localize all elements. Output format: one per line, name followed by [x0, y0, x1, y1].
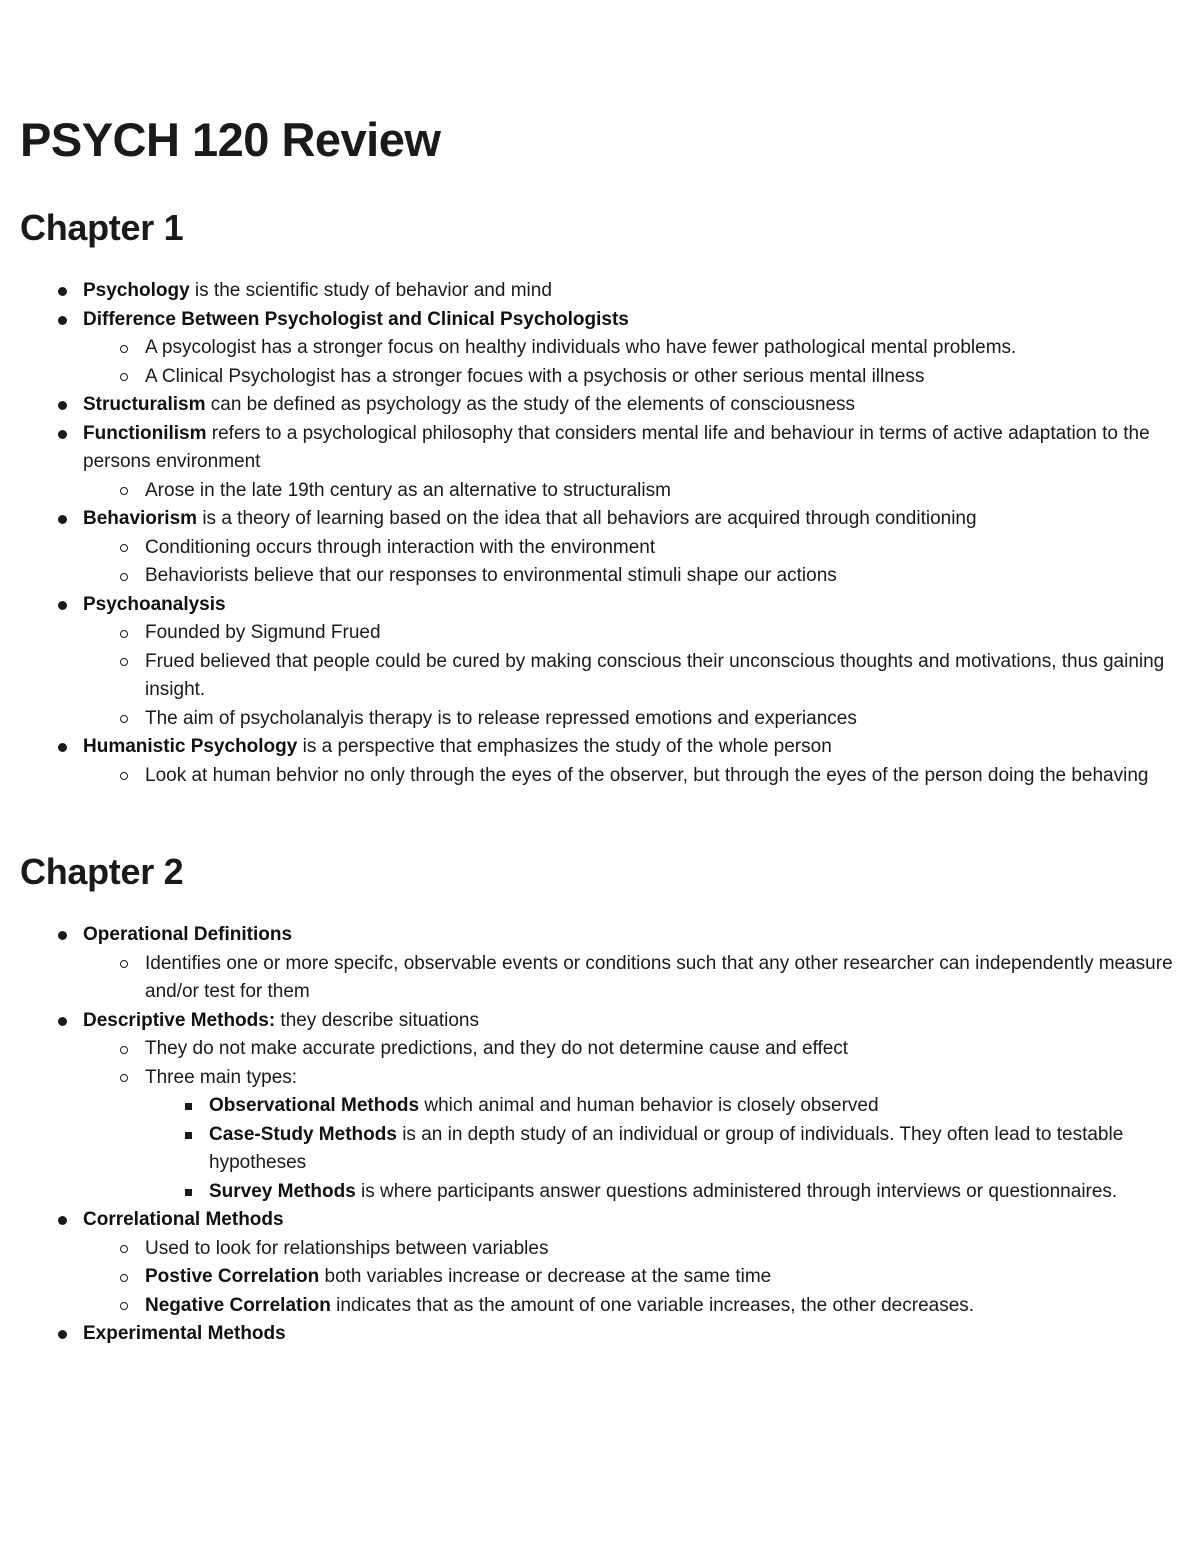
sub-item: Identifies one or more specifc, observable events or conditions such that any other researcher can independently measure and/or test for them — [20, 950, 1185, 1007]
list-item — [20, 277, 1185, 306]
list-item — [20, 306, 1185, 392]
definition: indicates that as the amount of one variable increases, the other decreases. — [330, 1294, 975, 1316]
term: Difference Between Psychologist and Clinical Psychologists — [83, 308, 629, 330]
sub-sub-item — [20, 1121, 1185, 1178]
list-item — [20, 391, 1185, 420]
sub-sub-item — [20, 1092, 1185, 1121]
definition: is a theory of learning based on the idea that all behaviors are acquired through conditioning — [197, 508, 977, 529]
sub-item: Used to look for relationships between variables — [20, 1235, 1185, 1264]
term: Experimental Methods — [83, 1323, 286, 1344]
sub-sub-item — [20, 1178, 1185, 1207]
term: Negative Correlation — [145, 1294, 331, 1316]
definition: is an in depth study of an individual or group of individuals. They often lead to testable hypotheses — [209, 1123, 1124, 1173]
list-item — [20, 1007, 1185, 1207]
definition: which animal and human behavior is closely observed — [419, 1095, 879, 1116]
list-item — [20, 591, 1185, 734]
chapter-1-heading: Chapter 1 — [20, 207, 184, 248]
definition: refers to a psychological philosophy that considers mental life and behaviour in terms of active adaptation to the persons environment — [83, 422, 1150, 472]
term: Case-Study Methods — [209, 1123, 397, 1145]
list-item — [20, 505, 1185, 591]
definition: is where participants answer questions administered through interviews or questionnaires. — [355, 1180, 1118, 1202]
term: Operational Definitions — [83, 924, 293, 945]
sub-item: A Clinical Psychologist has a stronger focues with a psychosis or other serious mental illness — [20, 363, 1185, 392]
chapter-2-heading: Chapter 2 — [20, 851, 184, 892]
sub-item: Conditioning occurs through interaction with the environment — [20, 534, 1185, 563]
sub-item — [20, 1064, 1185, 1207]
sub-item-text: Three main types: — [145, 1066, 298, 1088]
sub-item: A psycologist has a stronger focus on healthy individuals who have fewer pathological mental problems. — [20, 334, 1185, 363]
page-title: PSYCH 120 Review — [20, 113, 441, 166]
sub-item: Founded by Sigmund Frued — [20, 619, 1185, 648]
list-item — [20, 1206, 1185, 1320]
definition: is a perspective that emphasizes the study of the whole person — [297, 736, 832, 757]
chapter-2-list — [20, 921, 1185, 1349]
definition: can be defined as psychology as the study of the elements of consciousness — [205, 394, 856, 415]
term: Psychology — [83, 280, 190, 301]
list-item — [20, 733, 1185, 790]
term: Psychoanalysis — [83, 593, 226, 615]
sub-item: Look at human behvior no only through the eyes of the observer, but through the eyes of the person doing the behaving — [20, 762, 1185, 791]
list-item — [20, 1320, 1185, 1349]
term: Behaviorism — [83, 508, 198, 529]
definition: they describe situations — [275, 1009, 479, 1031]
chapter-1-list — [20, 277, 1185, 790]
list-item — [20, 921, 1185, 1007]
term: Structuralism — [83, 394, 206, 415]
definition: both variables increase or decrease at the same time — [319, 1266, 772, 1287]
definition: is the scientific study of behavior and mind — [189, 280, 552, 301]
sub-item — [20, 1263, 1185, 1292]
sub-item — [20, 1292, 1185, 1321]
term: Functionilism — [83, 422, 207, 444]
sub-item: The aim of psycholanalyis therapy is to release repressed emotions and experiances — [20, 705, 1185, 734]
term: Descriptive Methods: — [83, 1009, 276, 1031]
sub-item: Frued believed that people could be cured by making conscious their unconscious thoughts and motivations, thus gaining insight. — [20, 648, 1185, 705]
term: Observational Methods — [209, 1095, 420, 1116]
list-item — [20, 420, 1185, 506]
term: Postive Correlation — [145, 1266, 320, 1287]
sub-item: Arose in the late 19th century as an alternative to structuralism — [20, 477, 1185, 506]
sub-item: They do not make accurate predictions, and they do not determine cause and effect — [20, 1035, 1185, 1064]
term: Humanistic Psychology — [83, 736, 298, 757]
sub-item: Behaviorists believe that our responses to environmental stimuli shape our actions — [20, 562, 1185, 591]
term: Correlational Methods — [83, 1209, 284, 1230]
term: Survey Methods — [209, 1180, 356, 1202]
